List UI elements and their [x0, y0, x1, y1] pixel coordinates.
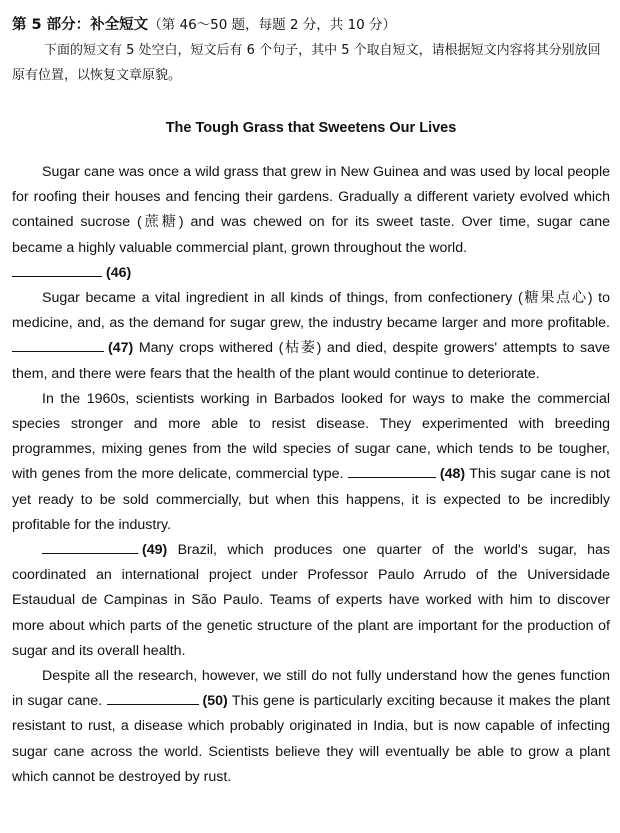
paragraph-2-after: Many crops withered (枯萎) and died, despite growers' attempts to save them, and there were fears that the health of the plant would continue to deteriorate. [12, 340, 610, 382]
paragraph-5-after: This gene is particularly exciting because it makes the plant resistant to rust, a disease which probably originated in India, but is now capable of infecting sugar cane across the world. Scientists believe they will eventually be able to grow a plant which cannot be destroyed by rust. [12, 693, 610, 785]
paragraph-5-before: Despite all the research, however, we still do not fully understand how the genes function in sugar cane. [12, 668, 610, 710]
exam-page [12, 14, 610, 790]
section-title: 第 5 部分：补全短文 [12, 17, 149, 33]
article-title: The Tough Grass that Sweetens Our Lives [165, 120, 457, 136]
paragraph-3-after: This sugar cane is not yet ready to be sold commercially, but when this happens, it is expected to be incredibly profitable for the industry. [12, 466, 610, 533]
section-header [12, 14, 610, 36]
gap-47-label: (47) [108, 340, 134, 357]
paragraph-5 [12, 664, 610, 790]
instructions: 下面的短文有 5 处空白，短文后有 6 个句子，其中 5 个取自短文，请根据短文内容将其分别放回原有位置，以恢复文章原貌。 [12, 43, 601, 83]
blank-50[interactable] [107, 690, 199, 705]
paragraph-3-before: In the 1960s, scientists working in Barbados looked for ways to make the commercial species stronger and more able to resist disease. They experimented with breeding programmes, mixing genes from the wild species of sugar cane, which tends to be tougher, with genes from the more delicate, commercial type. [12, 390, 610, 483]
blank-49[interactable] [42, 539, 138, 554]
paragraph-4-text: Brazil, which produces one quarter of the world's sugar, has coordinated an international project under Professor Paulo Arrudo of the Universidade Estaudual de Campinas in São Paulo. Teams of experts have worked with him to discover more about which parts of the genetic structure of the plant are important for the production of sugar and its overall health. [12, 542, 611, 659]
gap-46-label: (46) [106, 264, 132, 281]
gap-46-line [12, 261, 610, 286]
paragraph-4 [12, 538, 610, 664]
paragraph-2-before: Sugar became a vital ingredient in all kinds of things, from confectionery (糖果点心) to medicine, and, as the demand for sugar grew, the industry became larger and more profitable. [12, 290, 610, 332]
section-note: （第 46～50 题，每题 2 分，共 10 分） [148, 17, 397, 33]
blank-46[interactable] [12, 262, 102, 277]
blank-47[interactable] [12, 337, 104, 352]
gap-50-label: (50) [202, 693, 228, 710]
blank-48[interactable] [348, 463, 436, 478]
gap-48-label: (48) [439, 466, 466, 483]
paragraph-1: Sugar cane was once a wild grass that grew in New Guinea and was used by local people for roofing their houses and fencing their gardens. Gradually a different variety evolved which contained sucrose (蔗糖) and was chewed on for its sweet taste. Over time, sugar cane became a highly valuable commercial plant, grown throughout the world. [12, 164, 610, 256]
article-body [12, 160, 610, 790]
paragraph-2 [12, 286, 610, 387]
paragraph-3 [12, 387, 610, 538]
gap-49-label: (49) [142, 542, 168, 559]
